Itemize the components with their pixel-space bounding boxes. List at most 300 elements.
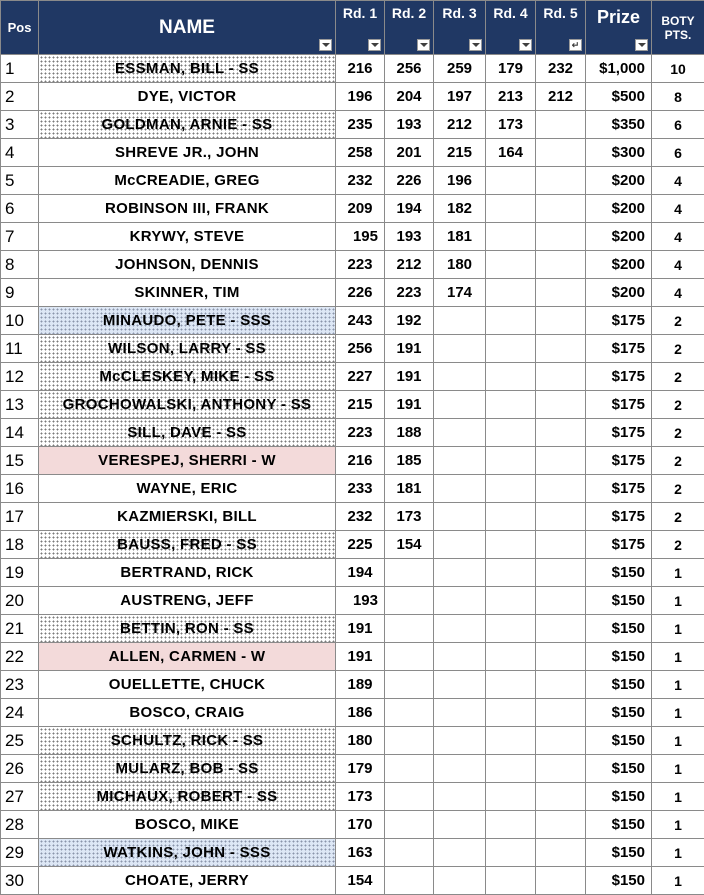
chevron-down-icon	[420, 43, 428, 47]
rd1-cell: 209	[336, 195, 385, 223]
boty-cell: 2	[652, 391, 704, 419]
name-cell: SCHULTZ, RICK - SS	[39, 727, 336, 755]
rd5-cell	[536, 671, 586, 699]
table-row	[1, 699, 704, 727]
rd4-cell	[486, 643, 536, 671]
rd4-cell	[486, 559, 536, 587]
table-row	[1, 559, 704, 587]
rd3-cell	[434, 447, 486, 475]
boty-cell: 10	[652, 55, 704, 83]
rd2-cell	[385, 559, 434, 587]
rd3-filter-dropdown[interactable]	[469, 39, 482, 51]
table-row	[1, 419, 704, 447]
name-cell: MULARZ, BOB - SS	[39, 755, 336, 783]
prize-cell: $175	[586, 307, 652, 335]
rd3-cell: 212	[434, 111, 486, 139]
name-cell: GROCHOWALSKI, ANTHONY - SS	[39, 391, 336, 419]
rd2-cell: 173	[385, 503, 434, 531]
rd1-cell: 258	[336, 139, 385, 167]
table-row	[1, 391, 704, 419]
pos-cell: 1	[1, 55, 39, 83]
rd2-cell	[385, 643, 434, 671]
table-row	[1, 335, 704, 363]
table-row	[1, 447, 704, 475]
rd3-cell: 180	[434, 251, 486, 279]
name-cell: BERTRAND, RICK	[39, 559, 336, 587]
chevron-down-icon	[472, 43, 480, 47]
rd2-filter-dropdown[interactable]	[417, 39, 430, 51]
rd5-cell	[536, 727, 586, 755]
rd5-cell	[536, 363, 586, 391]
rd2-cell: 204	[385, 83, 434, 111]
rd1-cell: 225	[336, 531, 385, 559]
rd3-cell: 182	[434, 195, 486, 223]
pos-cell: 14	[1, 419, 39, 447]
table-row	[1, 251, 704, 279]
rd1-cell: 226	[336, 279, 385, 307]
pos-cell: 17	[1, 503, 39, 531]
rd4-cell	[486, 727, 536, 755]
table-row	[1, 167, 704, 195]
rd5-header: Rd. 5 ↵	[536, 1, 586, 55]
prize-cell: $200	[586, 251, 652, 279]
prize-cell: $150	[586, 643, 652, 671]
table-row	[1, 475, 704, 503]
prize-cell: $200	[586, 195, 652, 223]
rd2-cell: 191	[385, 391, 434, 419]
table-row	[1, 643, 704, 671]
rd4-cell: 173	[486, 111, 536, 139]
rd3-cell	[434, 727, 486, 755]
rd5-cell: 232	[536, 55, 586, 83]
table-row	[1, 83, 704, 111]
rd5-cell	[536, 475, 586, 503]
rd1-filter-dropdown[interactable]	[368, 39, 381, 51]
rd4-cell	[486, 755, 536, 783]
rd2-cell	[385, 587, 434, 615]
rd2-cell: 201	[385, 139, 434, 167]
name-cell: MICHAUX, ROBERT - SS	[39, 783, 336, 811]
rd4-cell	[486, 363, 536, 391]
table-row	[1, 195, 704, 223]
chevron-down-icon	[522, 43, 530, 47]
filter-icon: ↵	[572, 40, 580, 50]
header-row	[1, 1, 704, 55]
pos-cell: 28	[1, 811, 39, 839]
pos-cell: 15	[1, 447, 39, 475]
prize-cell: $200	[586, 279, 652, 307]
rd5-cell	[536, 587, 586, 615]
pos-cell: 5	[1, 167, 39, 195]
boty-cell: 4	[652, 279, 704, 307]
rd1-cell: 215	[336, 391, 385, 419]
rd1-header: Rd. 1	[336, 1, 385, 55]
table-row	[1, 363, 704, 391]
table-row	[1, 783, 704, 811]
table-row	[1, 307, 704, 335]
rd1-cell: 173	[336, 783, 385, 811]
rd3-cell	[434, 699, 486, 727]
prize-cell: $150	[586, 587, 652, 615]
name-cell: VERESPEJ, SHERRI - W	[39, 447, 336, 475]
prize-cell: $150	[586, 839, 652, 867]
rd1-cell: 179	[336, 755, 385, 783]
pos-cell: 13	[1, 391, 39, 419]
prize-cell: $175	[586, 475, 652, 503]
prize-cell: $175	[586, 419, 652, 447]
rd3-cell	[434, 671, 486, 699]
prize-cell: $150	[586, 783, 652, 811]
boty-cell: 1	[652, 559, 704, 587]
name-cell: AUSTRENG, JEFF	[39, 587, 336, 615]
rd2-cell: 191	[385, 335, 434, 363]
rd2-cell	[385, 615, 434, 643]
table-row	[1, 587, 704, 615]
rd4-cell	[486, 783, 536, 811]
boty-cell: 4	[652, 167, 704, 195]
table-row	[1, 279, 704, 307]
rd5-cell	[536, 391, 586, 419]
rd4-header: Rd. 4	[486, 1, 536, 55]
pos-cell: 8	[1, 251, 39, 279]
boty-cell: 2	[652, 531, 704, 559]
boty-cell: 4	[652, 195, 704, 223]
rd2-cell: 193	[385, 111, 434, 139]
rd3-cell	[434, 559, 486, 587]
table-row	[1, 671, 704, 699]
rd2-cell	[385, 755, 434, 783]
rd4-cell	[486, 167, 536, 195]
prize-cell: $175	[586, 447, 652, 475]
pos-cell: 24	[1, 699, 39, 727]
table-row	[1, 531, 704, 559]
rd3-cell: 181	[434, 223, 486, 251]
rd2-cell: 154	[385, 531, 434, 559]
rd2-header: Rd. 2	[385, 1, 434, 55]
rd2-cell	[385, 727, 434, 755]
rd4-cell	[486, 671, 536, 699]
pos-cell: 27	[1, 783, 39, 811]
name-cell: SILL, DAVE - SS	[39, 419, 336, 447]
rd1-cell: 216	[336, 55, 385, 83]
rd5-cell	[536, 195, 586, 223]
boty-header: BOTY PTS.	[652, 1, 704, 55]
rd4-cell	[486, 335, 536, 363]
rd1-cell: 180	[336, 727, 385, 755]
name-cell: WILSON, LARRY - SS	[39, 335, 336, 363]
rd3-cell: 259	[434, 55, 486, 83]
boty-cell: 1	[652, 643, 704, 671]
rd5-cell	[536, 643, 586, 671]
rd1-cell: 195	[336, 223, 385, 251]
pos-cell: 21	[1, 615, 39, 643]
rd5-cell: 212	[536, 83, 586, 111]
boty-cell: 1	[652, 727, 704, 755]
prize-header: Prize	[586, 1, 652, 55]
rd5-cell	[536, 531, 586, 559]
rd1-cell: 216	[336, 447, 385, 475]
rd5-cell	[536, 279, 586, 307]
rd2-cell: 185	[385, 447, 434, 475]
table-row	[1, 839, 704, 867]
table-row	[1, 755, 704, 783]
rd1-cell: 232	[336, 167, 385, 195]
rd5-cell	[536, 447, 586, 475]
prize-cell: $1,000	[586, 55, 652, 83]
boty-cell: 4	[652, 223, 704, 251]
rd2-cell	[385, 811, 434, 839]
rd4-cell	[486, 531, 536, 559]
rd1-cell: 256	[336, 335, 385, 363]
boty-cell: 1	[652, 671, 704, 699]
rd3-cell: 215	[434, 139, 486, 167]
name-cell: KRYWY, STEVE	[39, 223, 336, 251]
table-row	[1, 55, 704, 83]
rd5-cell	[536, 839, 586, 867]
rd4-cell: 179	[486, 55, 536, 83]
rd1-cell: 196	[336, 83, 385, 111]
prize-cell: $150	[586, 811, 652, 839]
pos-cell: 16	[1, 475, 39, 503]
prize-cell: $150	[586, 671, 652, 699]
name-cell: BETTIN, RON - SS	[39, 615, 336, 643]
rd4-cell	[486, 279, 536, 307]
rd4-cell	[486, 503, 536, 531]
rd5-cell	[536, 139, 586, 167]
prize-cell: $175	[586, 503, 652, 531]
table-row	[1, 111, 704, 139]
rd4-cell	[486, 223, 536, 251]
prize-cell: $200	[586, 223, 652, 251]
rd3-cell	[434, 839, 486, 867]
prize-cell: $150	[586, 699, 652, 727]
name-cell: McCLESKEY, MIKE - SS	[39, 363, 336, 391]
rd2-cell: 192	[385, 307, 434, 335]
prize-filter-dropdown[interactable]	[635, 39, 648, 51]
chevron-down-icon	[322, 43, 330, 47]
boty-cell: 6	[652, 139, 704, 167]
rd4-cell	[486, 195, 536, 223]
chevron-down-icon	[371, 43, 379, 47]
name-cell: SHREVE JR., JOHN	[39, 139, 336, 167]
prize-cell: $175	[586, 363, 652, 391]
table-row	[1, 811, 704, 839]
name-cell: McCREADIE, GREG	[39, 167, 336, 195]
chevron-down-icon	[638, 43, 646, 47]
name-cell: ESSMAN, BILL - SS	[39, 55, 336, 83]
name-cell: BOSCO, MIKE	[39, 811, 336, 839]
boty-cell: 2	[652, 363, 704, 391]
rd2-cell: 191	[385, 363, 434, 391]
rd1-cell: 189	[336, 671, 385, 699]
pos-cell: 2	[1, 83, 39, 111]
rd4-cell	[486, 587, 536, 615]
pos-cell: 30	[1, 867, 39, 895]
rd4-cell	[486, 419, 536, 447]
rd1-cell: 170	[336, 811, 385, 839]
name-filter-dropdown[interactable]	[319, 39, 332, 51]
pos-cell: 3	[1, 111, 39, 139]
rd1-cell: 223	[336, 419, 385, 447]
name-cell: GOLDMAN, ARNIE - SS	[39, 111, 336, 139]
rd4-cell	[486, 251, 536, 279]
rd1-cell: 233	[336, 475, 385, 503]
name-cell: KAZMIERSKI, BILL	[39, 503, 336, 531]
name-cell: JOHNSON, DENNIS	[39, 251, 336, 279]
prize-cell: $150	[586, 867, 652, 895]
rd2-cell: 226	[385, 167, 434, 195]
table-row	[1, 615, 704, 643]
rd2-cell: 223	[385, 279, 434, 307]
rd5-cell	[536, 811, 586, 839]
rd3-cell	[434, 335, 486, 363]
rd5-filter-dropdown[interactable]	[569, 39, 582, 51]
rd4-cell	[486, 615, 536, 643]
pos-cell: 11	[1, 335, 39, 363]
rd5-cell	[536, 419, 586, 447]
name-cell: ALLEN, CARMEN - W	[39, 643, 336, 671]
rd1-cell: 186	[336, 699, 385, 727]
name-header: NAME	[39, 1, 336, 55]
table-row	[1, 503, 704, 531]
rd5-cell	[536, 335, 586, 363]
boty-cell: 1	[652, 615, 704, 643]
rd4-cell	[486, 867, 536, 895]
boty-cell: 6	[652, 111, 704, 139]
rd4-cell	[486, 307, 536, 335]
rd4-cell: 213	[486, 83, 536, 111]
name-cell: WAYNE, ERIC	[39, 475, 336, 503]
rd2-cell: 188	[385, 419, 434, 447]
rd3-cell	[434, 363, 486, 391]
boty-cell: 1	[652, 755, 704, 783]
rd3-cell	[434, 503, 486, 531]
rd5-cell	[536, 615, 586, 643]
name-cell: BAUSS, FRED - SS	[39, 531, 336, 559]
name-cell: ROBINSON III, FRANK	[39, 195, 336, 223]
prize-cell: $150	[586, 559, 652, 587]
rd4-cell	[486, 447, 536, 475]
boty-cell: 1	[652, 587, 704, 615]
rd2-cell: 194	[385, 195, 434, 223]
rd5-cell	[536, 867, 586, 895]
rd3-cell	[434, 755, 486, 783]
rd4-cell: 164	[486, 139, 536, 167]
rd3-cell	[434, 391, 486, 419]
rd1-cell: 191	[336, 615, 385, 643]
boty-cell: 1	[652, 783, 704, 811]
prize-cell: $150	[586, 727, 652, 755]
rd2-cell	[385, 671, 434, 699]
rd1-cell: 232	[336, 503, 385, 531]
pos-header: Pos	[1, 1, 39, 55]
rd5-cell	[536, 307, 586, 335]
rd3-cell	[434, 811, 486, 839]
rd4-cell	[486, 699, 536, 727]
boty-cell: 4	[652, 251, 704, 279]
rd1-cell: 194	[336, 559, 385, 587]
pos-cell: 18	[1, 531, 39, 559]
pos-cell: 9	[1, 279, 39, 307]
rd5-cell	[536, 755, 586, 783]
pos-cell: 25	[1, 727, 39, 755]
rd3-cell	[434, 643, 486, 671]
boty-cell: 1	[652, 811, 704, 839]
prize-cell: $200	[586, 167, 652, 195]
prize-cell: $500	[586, 83, 652, 111]
pos-cell: 20	[1, 587, 39, 615]
rd5-cell	[536, 167, 586, 195]
rd3-cell: 197	[434, 83, 486, 111]
rd3-cell	[434, 587, 486, 615]
rd2-cell	[385, 839, 434, 867]
pos-cell: 19	[1, 559, 39, 587]
rd5-cell	[536, 251, 586, 279]
rd1-cell: 193	[336, 587, 385, 615]
rd2-cell: 212	[385, 251, 434, 279]
boty-cell: 2	[652, 475, 704, 503]
prize-cell: $300	[586, 139, 652, 167]
rd3-cell: 174	[434, 279, 486, 307]
pos-cell: 22	[1, 643, 39, 671]
name-cell: WATKINS, JOHN - SSS	[39, 839, 336, 867]
boty-cell: 2	[652, 503, 704, 531]
rd3-cell: 196	[434, 167, 486, 195]
name-cell: MINAUDO, PETE - SSS	[39, 307, 336, 335]
pos-cell: 29	[1, 839, 39, 867]
boty-cell: 8	[652, 83, 704, 111]
rd5-cell	[536, 223, 586, 251]
name-cell: SKINNER, TIM	[39, 279, 336, 307]
rd2-cell: 193	[385, 223, 434, 251]
standings-body	[1, 55, 704, 895]
rd3-cell	[434, 531, 486, 559]
rd2-cell	[385, 699, 434, 727]
boty-cell: 1	[652, 839, 704, 867]
rd5-cell	[536, 783, 586, 811]
pos-cell: 6	[1, 195, 39, 223]
rd4-cell	[486, 811, 536, 839]
prize-cell: $175	[586, 391, 652, 419]
rd4-cell	[486, 839, 536, 867]
pos-cell: 4	[1, 139, 39, 167]
table-row	[1, 139, 704, 167]
rd1-cell: 243	[336, 307, 385, 335]
name-cell: OUELLETTE, CHUCK	[39, 671, 336, 699]
rd5-cell	[536, 111, 586, 139]
rd2-cell: 181	[385, 475, 434, 503]
prize-cell: $350	[586, 111, 652, 139]
rd3-cell	[434, 615, 486, 643]
rd4-filter-dropdown[interactable]	[519, 39, 532, 51]
name-cell: CHOATE, JERRY	[39, 867, 336, 895]
boty-cell: 2	[652, 447, 704, 475]
pos-cell: 23	[1, 671, 39, 699]
boty-cell: 2	[652, 307, 704, 335]
prize-cell: $150	[586, 755, 652, 783]
prize-cell: $150	[586, 615, 652, 643]
pos-cell: 26	[1, 755, 39, 783]
rd3-cell	[434, 783, 486, 811]
pos-cell: 12	[1, 363, 39, 391]
name-cell: DYE, VICTOR	[39, 83, 336, 111]
rd3-header: Rd. 3	[434, 1, 486, 55]
rd5-cell	[536, 503, 586, 531]
rd3-cell	[434, 307, 486, 335]
rd1-cell: 163	[336, 839, 385, 867]
rd2-cell: 256	[385, 55, 434, 83]
prize-cell: $175	[586, 335, 652, 363]
